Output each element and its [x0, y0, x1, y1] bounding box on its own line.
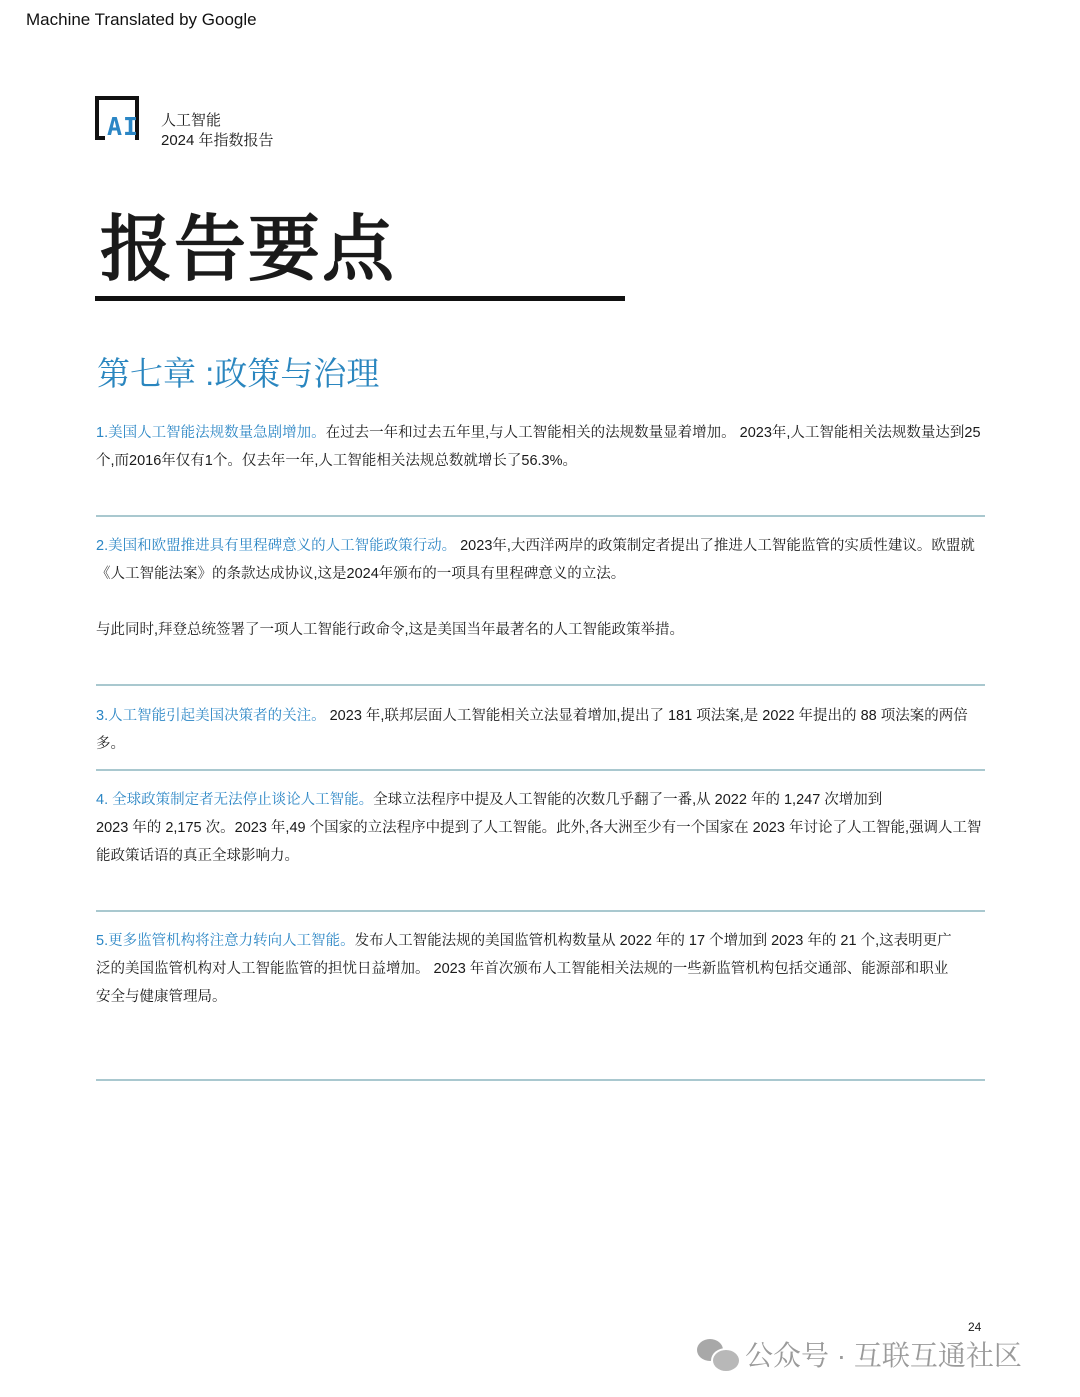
- watermark: [697, 1334, 1022, 1374]
- item-body: 在过去一年和过去五年里,与人工智能相关的法规数量显着增加。 2023年,人工智能相关法规数量达到25个,而2016年仅有1个。仅去年一年,人工智能相关法规总数就增长了56.3%。: [96, 425, 981, 469]
- divider: [96, 910, 985, 912]
- divider: [96, 515, 985, 517]
- item-body: 2023年,大西洋两岸的政策制定者提出了推进人工智能监管的实质性建议。欧盟就《人工智能法案》的条款达成协议,这是2024年颁布的一项具有里程碑意义的立法。: [96, 538, 975, 582]
- divider: [96, 769, 985, 771]
- brand-line-1: 人工智能: [161, 112, 222, 129]
- item-lead: 4. 全球政策制定者无法停止谈论人工智能。: [96, 792, 374, 808]
- machine-translated-label: Machine Translated by Google: [26, 10, 257, 29]
- watermark-text: 公众号 · 互联互通社区: [745, 1340, 1022, 1371]
- title-underline: [95, 296, 625, 301]
- item-body: 发布人工智能法规的美国监管机构数量从 2022 年的 17 个增加到 2023 年的 21 个,这表明更广泛的美国监管机构对人工智能监管的担忧日益增加。 2023 年首次颁布人工智能相关法规的一些新监管机构包括交通部、能源部和职业: [96, 933, 952, 977]
- wechat-icon: [697, 1337, 737, 1371]
- divider: [96, 684, 985, 686]
- item-body: 全球立法程序中提及人工智能的次数几乎翻了一番,从 2022 年的 1,247 次增加到: [373, 792, 883, 808]
- chapter-title: 第七章 :政策与治理: [97, 355, 380, 392]
- item-lead: 1.美国人工智能法规数量急剧增加。: [96, 425, 326, 441]
- highlight-item-4: [96, 786, 986, 870]
- item-lead: 5.更多监管机构将注意力转向人工智能。: [96, 933, 355, 949]
- highlight-item-2: [96, 532, 986, 588]
- item-lead: 2.美国和欧盟推进具有里程碑意义的人工智能政策行动。: [96, 538, 457, 554]
- page-title: 报告要点: [100, 210, 397, 290]
- item-body-continued: 2023 年的 2,175 次。2023 年,49 个国家的立法程序中提到了人工智能。此外,各大洲至少有一个国家在 2023 年讨论了人工智能,强调人工智能政策话语的真正全球影响力。: [96, 820, 982, 864]
- item-lead: 3.人工智能引起美国决策者的关注。: [96, 708, 326, 724]
- page-number: 24: [968, 1320, 982, 1334]
- logo-text: AI: [107, 112, 140, 141]
- highlight-item-1: [96, 419, 986, 475]
- ai-index-logo: [95, 96, 151, 142]
- highlight-item-5: [96, 927, 986, 1011]
- item-body: 2023 年,联邦层面人工智能相关立法显着增加,提出了 181 项法案,是 2022 年提出的 88 项法案的两倍多。: [96, 708, 968, 752]
- item-body-continued: 安全与健康管理局。: [96, 989, 227, 1005]
- divider: [96, 1079, 985, 1081]
- brand-line-2: 2024 年指数报告: [161, 132, 274, 149]
- highlight-item-3: [96, 702, 986, 758]
- item-extra-paragraph: 与此同时,拜登总统签署了一项人工智能行政命令,这是美国当年最著名的人工智能政策举措。: [96, 622, 685, 638]
